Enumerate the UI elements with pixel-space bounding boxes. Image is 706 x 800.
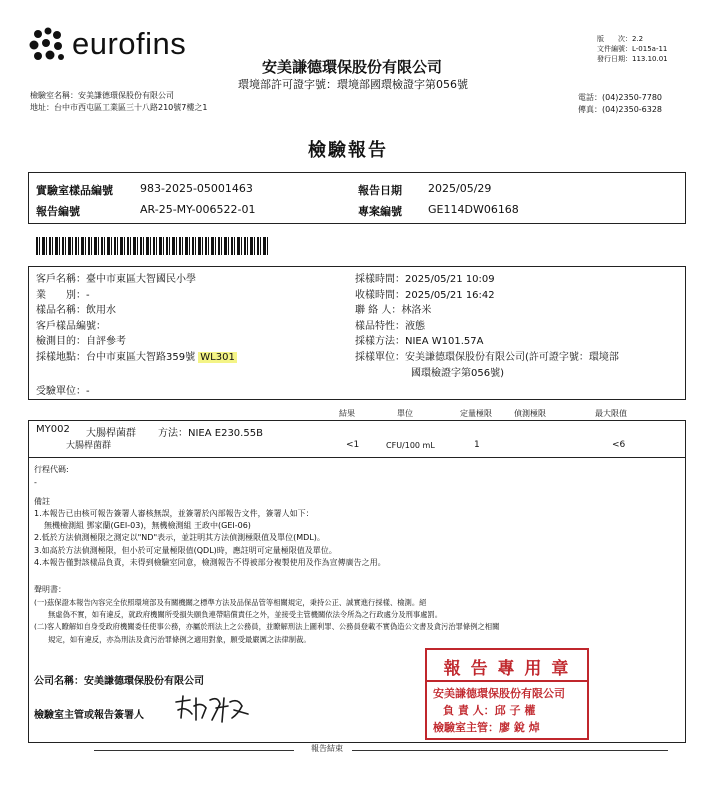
- remark-2: 2.低於方法偵測極限之測定以"ND"表示，並註明其方法偵測極限值及單位(MDL)。: [34, 533, 325, 543]
- remarks-label: 備註: [34, 497, 50, 506]
- lab-name: 檢驗室名稱：安美謙德環保股份有限公司: [30, 91, 174, 100]
- project-no-label: 專案編號: [358, 205, 402, 218]
- client-sample-no: 客戶樣品編號：: [36, 320, 106, 332]
- sub-item-name: 大腸桿菌群: [66, 441, 112, 451]
- process-code-value: -: [34, 478, 37, 487]
- client-name: 客戶名稱：臺中市東區大智國民小學: [36, 274, 196, 285]
- sampling-location-text: 採樣地點：台中市東區大智路359號: [36, 351, 199, 363]
- declaration-label: 聲明書：: [34, 585, 66, 594]
- eurofins-logo-icon: [28, 26, 68, 66]
- col-result: 結果: [339, 409, 355, 418]
- company-name: 安美謙德環保股份有限公司: [262, 58, 443, 76]
- report-no-label: 報告編號: [36, 205, 80, 218]
- sample-no: 983-2025-05001463: [140, 182, 253, 195]
- end-of-report: 報告結束: [311, 744, 343, 753]
- declaration-1-cont: 無虛偽不實，如有違反，就政府機關所受損失願負連帶賠償責任之外，並接受主管機關依法令所為之行政處分及刑事處罰。: [48, 610, 443, 620]
- sampling-unit-2: 國環檢證字第056號): [411, 367, 504, 379]
- col-quant-limit: 定量極限: [460, 409, 492, 418]
- report-date-label: 報告日期: [358, 184, 402, 197]
- sample-no-label: 實驗室樣品編號: [36, 184, 113, 197]
- logo-text: eurofins: [72, 26, 187, 61]
- sampling-location-highlight: WL301: [200, 351, 235, 363]
- doc-number: 文件編號：L-015a-11: [597, 45, 668, 53]
- max-limit-value: <6: [612, 440, 626, 450]
- inspected-unit: 受驗單位：-: [36, 386, 90, 397]
- col-max-limit: 最大限值: [595, 409, 627, 418]
- item-name: 大腸桿菌群: [86, 428, 136, 439]
- page-title: 檢驗報告: [308, 140, 388, 161]
- receiving-time: 收樣時間：2025/05/21 16:42: [355, 289, 495, 301]
- client-left-column: [36, 272, 237, 366]
- result-value: <1: [346, 440, 360, 450]
- stamp-divider: [427, 680, 587, 682]
- industry: 業 別：-: [36, 289, 90, 301]
- phone: 電話：(04)2350-7780: [578, 93, 663, 102]
- doc-control: [597, 34, 668, 64]
- declaration-2-cont: 規定，如有違反，亦為刑法及貪污治罪條例之適用對象，願受最嚴厲之法律制裁。: [48, 634, 311, 644]
- permit-number: 環境部許可證字號：環境部國環檢證字第056號: [238, 78, 468, 91]
- result-unit: CFU/100 mL: [386, 441, 435, 450]
- signer-label: 檢驗室主管或報告簽署人: [34, 710, 144, 721]
- lab-address: 地址：台中市西屯區工業區三十八路210號7樓之1: [30, 103, 208, 112]
- declaration-2: (二)客人瞭解如自身受政府機關委任使事公務，亦屬於刑法上之公務員，並瞭解刑法上圖利罪、公務員登載不實偽造公文書及貪污治罪條例之相關: [34, 622, 500, 632]
- sampling-method: 採樣方法：NIEA W101.57A: [355, 336, 484, 348]
- sample-name: 樣品名稱：飲用水: [36, 305, 116, 317]
- report-date: 2025/05/29: [428, 182, 492, 195]
- stamp-line-2: 負 責 人：邱 子 權: [443, 704, 536, 717]
- item-method: 方法：NIEA E230.55B: [158, 428, 263, 439]
- report-no: AR-25-MY-006522-01: [140, 203, 256, 216]
- col-detect-limit: 偵測極限: [514, 409, 546, 418]
- process-code-label: 行程代碼:: [34, 465, 69, 474]
- fax: 傳真：(04)2350-6328: [578, 105, 663, 114]
- version: 版 次：2.2: [597, 35, 644, 43]
- remark-4: 4.本報告僅對該樣品負責，未得到檢驗室同意，檢測報告不得被部分複製使用及作為宣傳廣告之用。: [34, 557, 386, 567]
- item-code: MY002: [36, 424, 70, 435]
- sampling-time: 採樣時間：2025/05/21 10:09: [355, 274, 495, 285]
- project-no: GE114DW06168: [428, 203, 519, 216]
- remark-1: 1.本報告已由核可報告簽署人審核無誤，並簽署於內部報告文件，簽署人如下：: [34, 509, 314, 518]
- report-seal-stamp: [425, 648, 589, 740]
- company-signature-label: 公司名稱：安美謙德環保股份有限公司: [34, 676, 204, 687]
- remark-1-signers: 無機檢測組 鄧家蘭(GEI-03)，無機檢測組 王政中(GEI-06): [44, 521, 251, 531]
- barcode: [36, 237, 268, 255]
- declaration-1: (一)茲保證本報告內容完全依照環境部及有關機關之標準方法及品保品管等相關規定，秉持公正、誠實進行採樣、檢測。絕: [34, 598, 427, 607]
- client-right-column: [355, 272, 619, 381]
- sampling-unit-1: 採樣單位：安美謙德環保股份有限公司(許可證字號：環境部: [355, 351, 619, 363]
- report-info-box: [28, 172, 686, 224]
- sample-state: 樣品特性：液態: [355, 320, 425, 332]
- stamp-line-1: 安美謙德環保股份有限公司: [433, 687, 565, 700]
- handwritten-signature: [172, 692, 252, 726]
- remarks-list: [34, 508, 386, 569]
- sampling-location: [36, 350, 237, 366]
- eurofins-logo: [28, 26, 218, 66]
- stamp-title: 報 告 專 用 章: [443, 659, 571, 679]
- remark-3: 3.如高於方法偵測極限，但小於可定量極限值(QDL)時，應註明可定量極限值及單位。: [34, 545, 337, 555]
- quant-limit-value: 1: [474, 440, 480, 450]
- declaration-list: [34, 597, 674, 646]
- test-purpose: 檢測目的：自評參考: [36, 336, 126, 348]
- col-unit: 單位: [397, 409, 413, 418]
- end-line-left: [94, 750, 294, 751]
- contact-person: 聯 絡 人：林洛米: [355, 305, 432, 317]
- stamp-line-3: 檢驗室主管：廖 銳 焯: [433, 721, 540, 734]
- issue-date: 發行日期：113.10.01: [597, 55, 668, 63]
- end-line-right: [352, 750, 668, 751]
